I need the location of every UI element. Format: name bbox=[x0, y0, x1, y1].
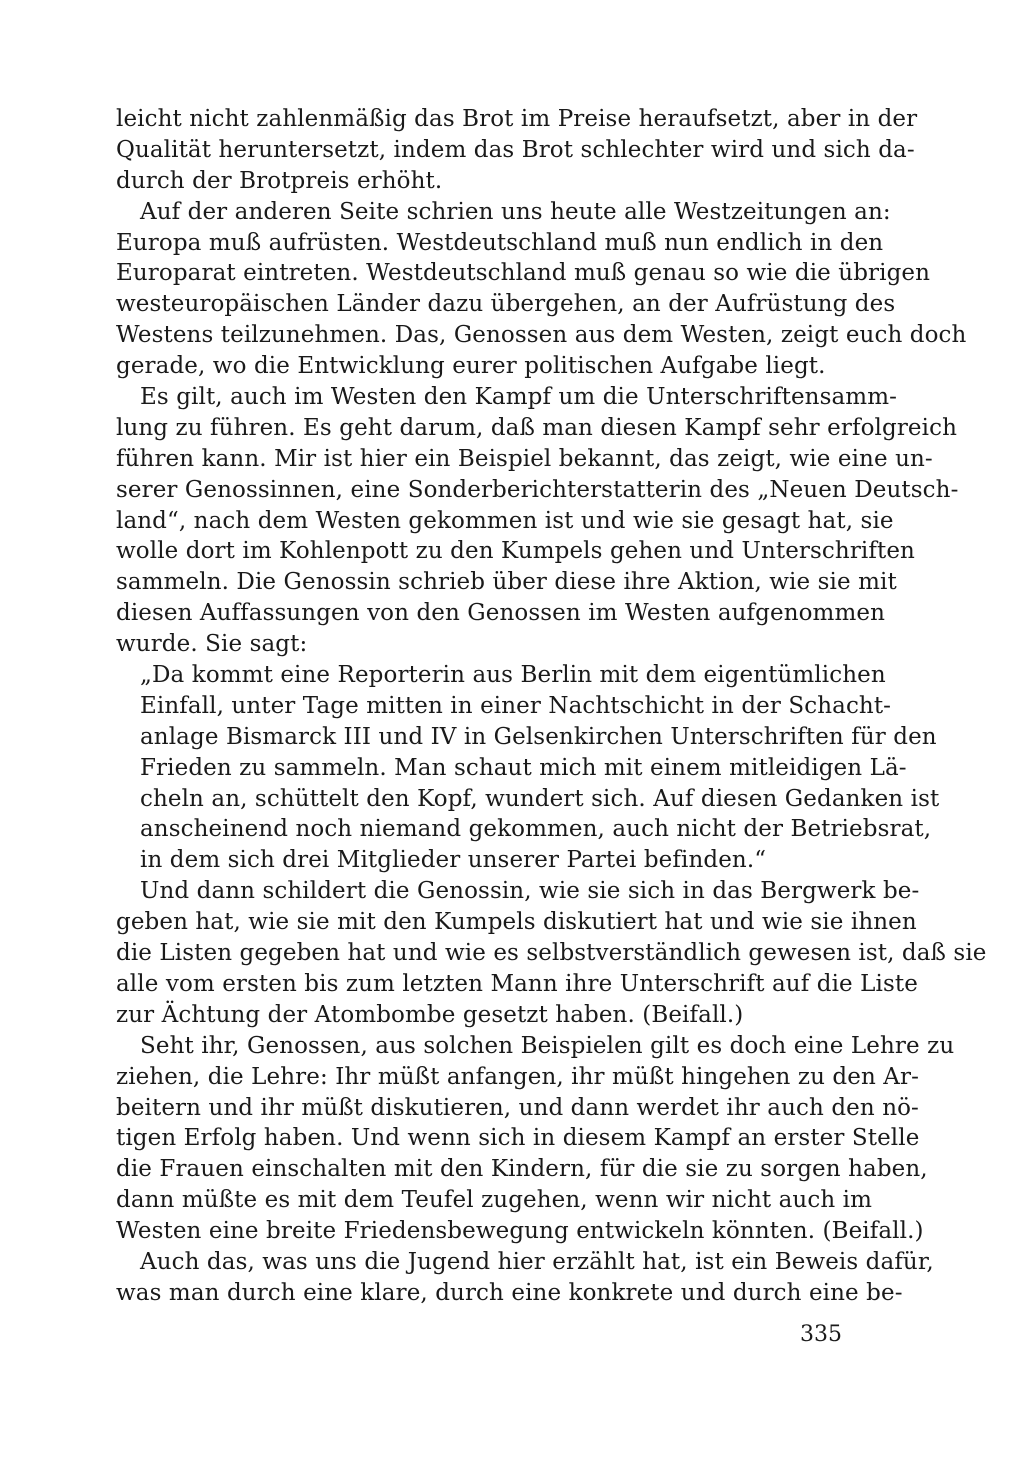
text-line: Einfall, unter Tage mitten in einer Nachtschicht in der Schacht- bbox=[140, 692, 892, 719]
text-line: Frieden zu sammeln. Man schaut mich mit einem mitleidigen Lä- bbox=[140, 754, 907, 781]
text-line: lung zu führen. Es geht darum, daß man diesen Kampf sehr erfolgreich bbox=[116, 414, 957, 441]
text-line: Europarat eintreten. Westdeutschland muß genau so wie die übrigen bbox=[116, 260, 931, 287]
text-line: die Listen gegeben hat und wie es selbstverständlich gewesen ist, daß sie bbox=[116, 940, 987, 967]
text-line: serer Genossinnen, eine Sonderberichterstatterin des „Neuen Deutsch- bbox=[116, 476, 959, 503]
text-line: was man durch eine klare, durch eine konkrete und durch eine be- bbox=[116, 1279, 903, 1306]
text-line: alle vom ersten bis zum letzten Mann ihre Unterschrift auf die Liste bbox=[116, 970, 918, 997]
text-line: sammeln. Die Genossin schrieb über diese ihre Aktion, wie sie mit bbox=[116, 569, 897, 596]
text-line: cheln an, schüttelt den Kopf, wundert sich. Auf diesen Gedanken ist bbox=[140, 785, 940, 812]
text-line: geben hat, wie sie mit den Kumpels diskutiert hat und wie sie ihnen bbox=[116, 909, 917, 936]
body-text bbox=[116, 104, 987, 1309]
text-line: in dem sich drei Mitglieder unserer Partei befinden.“ bbox=[140, 847, 767, 874]
text-line: anlage Bismarck III und IV in Gelsenkirchen Unterschriften für den bbox=[140, 723, 937, 750]
text-line: Westens teilzunehmen. Das, Genossen aus dem Westen, zeigt euch doch bbox=[116, 322, 967, 349]
text-line: beitern und ihr müßt diskutieren, und dann werdet ihr auch den nö- bbox=[116, 1094, 919, 1121]
text-line: anscheinend noch niemand gekommen, auch nicht der Betriebsrat, bbox=[140, 816, 932, 843]
text-line: Auch das, was uns die Jugend hier erzählt hat, ist ein Beweis dafür, bbox=[140, 1248, 934, 1275]
text-line: wolle dort im Kohlenpott zu den Kumpels gehen und Unterschriften bbox=[116, 538, 915, 565]
text-line: Auf der anderen Seite schrien uns heute alle Westzeitungen an: bbox=[140, 198, 891, 225]
text-line: die Frauen einschalten mit den Kindern, für die sie zu sorgen haben, bbox=[116, 1156, 928, 1183]
text-line: zur Ächtung der Atombombe gesetzt haben. (Beifall.) bbox=[116, 1001, 744, 1028]
text-line: wurde. Sie sagt: bbox=[116, 631, 308, 658]
text-line: diesen Auffassungen von den Genossen im Westen aufgenommen bbox=[116, 600, 885, 627]
text-line: Es gilt, auch im Westen den Kampf um die Unterschriftensamm- bbox=[140, 384, 897, 411]
text-line: leicht nicht zahlenmäßig das Brot im Preise heraufsetzt, aber in der bbox=[116, 106, 918, 132]
text-line: dann müßte es mit dem Teufel zugehen, wenn wir nicht auch im bbox=[116, 1187, 873, 1214]
text-line: westeuropäischen Länder dazu übergehen, an der Aufrüstung des bbox=[116, 291, 896, 318]
text-line: tigen Erfolg haben. Und wenn sich in diesem Kampf an erster Stelle bbox=[116, 1125, 920, 1152]
text-line: durch der Brotpreis erhöht. bbox=[116, 167, 443, 194]
text-line: Seht ihr, Genossen, aus solchen Beispielen gilt es doch eine Lehre zu bbox=[140, 1032, 955, 1059]
text-line: „Da kommt eine Reporterin aus Berlin mit dem eigentümlichen bbox=[140, 662, 886, 689]
text-line: ziehen, die Lehre: Ihr müßt anfangen, ihr müßt hingehen zu den Ar- bbox=[116, 1063, 919, 1090]
text-line: Und dann schildert die Genossin, wie sie sich in das Bergwerk be- bbox=[140, 878, 920, 905]
text-line: gerade, wo die Entwicklung eurer politischen Aufgabe liegt. bbox=[116, 353, 826, 380]
text-line: Westen eine breite Friedensbewegung entwickeln könnten. (Beifall.) bbox=[116, 1218, 924, 1245]
text-line: führen kann. Mir ist hier ein Beispiel bekannt, das zeigt, wie eine un- bbox=[116, 445, 933, 472]
text-line: Europa muß aufrüsten. Westdeutschland muß nun endlich in den bbox=[116, 229, 884, 256]
text-line: Qualität heruntersetzt, indem das Brot schlechter wird und sich da- bbox=[116, 136, 915, 163]
page-number: 335 bbox=[800, 1322, 842, 1347]
text-line: land“, nach dem Westen gekommen ist und wie sie gesagt hat, sie bbox=[116, 507, 894, 534]
